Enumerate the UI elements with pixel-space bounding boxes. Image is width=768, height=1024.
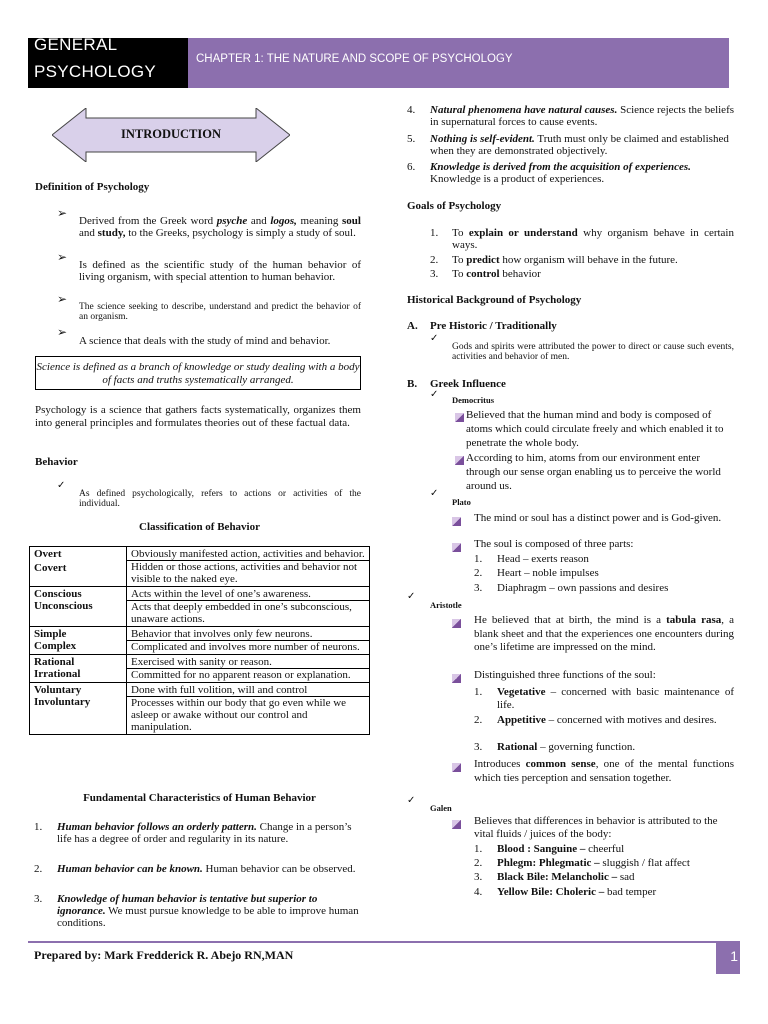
plato-part-3: Diaphragm – own passions and desires <box>497 582 669 594</box>
plato-soul: The soul is composed of three parts: <box>474 538 634 550</box>
list-number: 3. <box>474 871 483 883</box>
chapter-banner <box>188 38 729 88</box>
footer-author: Prepared by: Mark Fredderick R. Abejo RN,MAN <box>34 948 294 962</box>
aristotle-label: Aristotle <box>430 600 462 610</box>
humor-4: Yellow Bile: Choleric – bad temper <box>497 886 657 898</box>
aristotle-common-sense: Introduces common sense, one of the mental functions which ties perception and sensation together. <box>474 758 734 784</box>
list-number: 1. <box>430 227 439 239</box>
galen-label: Galen <box>430 803 452 813</box>
aristotle-functions: Distinguished three functions of the soul: <box>474 669 656 681</box>
section-label: B. <box>407 378 418 390</box>
aristotle-function-3: Rational – governing function. <box>497 741 636 753</box>
fundamental-heading: Fundamental Characteristics of Human Behavior <box>83 792 316 804</box>
plato-label: Plato <box>452 497 471 507</box>
introduction-label: INTRODUCTION <box>120 127 221 141</box>
table-cell: Simple Complex <box>30 627 127 655</box>
header-title-line2: PSYCHOLOGY <box>34 62 157 81</box>
arrow-bullet-icon: ➢ <box>57 250 68 264</box>
definition-1: Derived from the Greek word psyche and logos, meaning soul and study, to the Greeks, psychology is simply a study of soul. <box>79 215 361 239</box>
list-number: 3. <box>34 893 43 905</box>
arrow-bullet-icon: ➢ <box>57 325 68 339</box>
definition-heading: Definition of Psychology <box>35 181 150 193</box>
check-icon: ✓ <box>430 333 439 344</box>
humor-2: Phlegm: Phlegmatic – sluggish / flat affect <box>497 857 690 869</box>
goal-3: To control behavior <box>452 268 541 280</box>
table-cell: Exercised with sanity or reason. Committed for no apparent reason or explanation. <box>127 655 370 683</box>
psychology-paragraph: Psychology is a science that gathers facts systematically, organizes them into general principles and formulates theories out of these factual data. <box>35 404 361 429</box>
list-number: 1. <box>34 821 43 833</box>
list-number: 2. <box>430 254 439 266</box>
classification-table <box>29 546 370 735</box>
check-icon: ✓ <box>407 795 416 806</box>
bullet-icon <box>452 669 465 687</box>
humor-1: Blood : Sanguine – cheerful <box>497 843 625 855</box>
definition-3: The science seeking to describe, understand and predict the behavior of an organism. <box>79 302 361 322</box>
galen-belief: Believes that differences in behavior is attributed to the vital fluids / juices of the body: <box>474 815 718 840</box>
table-row <box>30 683 370 735</box>
prehistoric-heading: Pre Historic / Traditionally <box>430 320 557 332</box>
democritus-belief: Believed that the human mind and body is composed of atoms which could circulate freely and which enabled it to penetrate the whole body. <box>466 409 724 449</box>
table-cell: Obviously manifested action, activities and behavior. Hidden or those actions, activities and behavior not visible to the naked eye. <box>127 547 370 587</box>
table-cell: Conscious Unconscious <box>30 587 127 627</box>
behavior-heading: Behavior <box>35 456 78 468</box>
aristotle-function-1: Vegetative – concerned with basic maintenance of life. <box>497 686 734 711</box>
table-cell: Overt Covert <box>30 547 127 587</box>
plato-mind: The mind or soul has a distinct power and is God-given. <box>474 512 722 524</box>
prehistoric-text: Gods and spirits were attributed the power to direct or cause such events, activities and behavior of men. <box>452 342 734 362</box>
table-cell: Done with full volition, will and control Processes within our body that go even while we asleep or awake without our control and manipulation. <box>127 683 370 735</box>
section-label: A. <box>407 320 418 332</box>
footer-divider <box>28 941 740 943</box>
arrow-bullet-icon: ➢ <box>57 206 68 220</box>
bullet-icon <box>452 538 465 556</box>
goals-heading: Goals of Psychology <box>407 200 502 212</box>
plato-part-1: Head – exerts reason <box>497 553 589 565</box>
table-cell: Rational Irrational <box>30 655 127 683</box>
table-cell: Behavior that involves only few neurons. Complicated and involves more number of neurons. <box>127 627 370 655</box>
header-title-line1: GENERAL <box>34 35 118 54</box>
check-icon: ✓ <box>407 591 416 602</box>
definition-4: A science that deals with the study of mind and behavior. <box>79 335 331 347</box>
list-number: 3. <box>474 582 483 594</box>
table-cell: Voluntary Involuntary <box>30 683 127 735</box>
democritus-label: Democritus <box>452 395 495 405</box>
list-number: 1. <box>474 686 483 698</box>
bullet-icon <box>452 614 465 632</box>
fundamental-3: Knowledge of human behavior is tentative but superior to ignorance. We must pursue knowledge to be able to improve human conditions. <box>57 893 359 929</box>
definition-2: Is defined as the scientific study of the human behavior of living organism, with special attention to human behavior. <box>79 259 361 283</box>
table-row <box>30 627 370 655</box>
list-number: 4. <box>474 886 483 898</box>
list-number: 1. <box>474 843 483 855</box>
aristotle-function-2: Appetitive – concerned with motives and desires. <box>497 714 717 726</box>
goal-1: To explain or understand why organism behave in certain ways. <box>452 227 734 251</box>
fundamental-4: Natural phenomena have natural causes. Science rejects the beliefs in supernatural forces to cause events. <box>430 104 735 128</box>
aristotle-tabula-rasa: He believed that at birth, the mind is a tabula rasa, a blank sheet and that the experiences one encounters during one’s lifetime are impressed on the mind. <box>474 614 734 653</box>
classification-heading: Classification of Behavior <box>139 521 260 533</box>
fundamental-2: Human behavior can be known. Human behavior can be observed. <box>57 863 356 875</box>
plato-part-2: Heart – noble impulses <box>497 567 599 579</box>
humor-3: Black Bile: Melancholic – sad <box>497 871 635 883</box>
list-number: 5. <box>407 133 416 145</box>
list-number: 2. <box>474 714 483 726</box>
bullet-icon <box>452 758 465 776</box>
arrow-bullet-icon: ➢ <box>57 292 68 306</box>
bullet-icon <box>452 512 465 530</box>
list-number: 2. <box>474 857 483 869</box>
check-icon: ✓ <box>430 389 439 400</box>
fundamental-5: Nothing is self-evident. Truth must only be claimed and established when they are demonstrated objectively. <box>430 133 729 157</box>
science-quote-box: Science is defined as a branch of knowledge or study dealing with a body of facts and truths systematically arranged. <box>35 356 361 390</box>
table-cell: Acts within the level of one’s awareness. Acts that deeply embedded in one’s subconscious, unaware actions. <box>127 587 370 627</box>
table-row <box>30 587 370 627</box>
fundamental-1: Human behavior follows an orderly pattern. Change in a person’s life has a degree of order and regularity in its nature. <box>57 821 352 845</box>
history-heading: Historical Background of Psychology <box>407 294 582 306</box>
fundamental-6: Knowledge is derived from the acquisition of experiences. Knowledge is a product of experiences. <box>430 161 691 185</box>
list-number: 1. <box>474 553 483 565</box>
list-number: 2. <box>34 863 43 875</box>
list-number: 2. <box>474 567 483 579</box>
table-row <box>30 547 370 587</box>
page-number: 1 <box>716 942 740 974</box>
list-number: 4. <box>407 104 416 116</box>
behavior-definition: As defined psychologically, refers to actions or activities of the individual. <box>79 489 361 509</box>
table-row <box>30 655 370 683</box>
bullet-icon <box>452 815 465 833</box>
header-title <box>28 35 188 88</box>
list-number: 3. <box>430 268 439 280</box>
list-number: 3. <box>474 741 483 753</box>
democritus-atoms: According to him, atoms from our environment enter through our sense organ enabling us to perceive the world around us. <box>466 452 721 492</box>
check-icon: ✓ <box>57 480 66 491</box>
goal-2: To predict how organism will behave in the future. <box>452 254 678 266</box>
chapter-title: CHAPTER 1: THE NATURE AND SCOPE OF PSYCHOLOGY <box>196 53 513 65</box>
list-number: 6. <box>407 161 416 173</box>
check-icon: ✓ <box>430 488 439 499</box>
greek-heading: Greek Influence <box>430 378 506 390</box>
